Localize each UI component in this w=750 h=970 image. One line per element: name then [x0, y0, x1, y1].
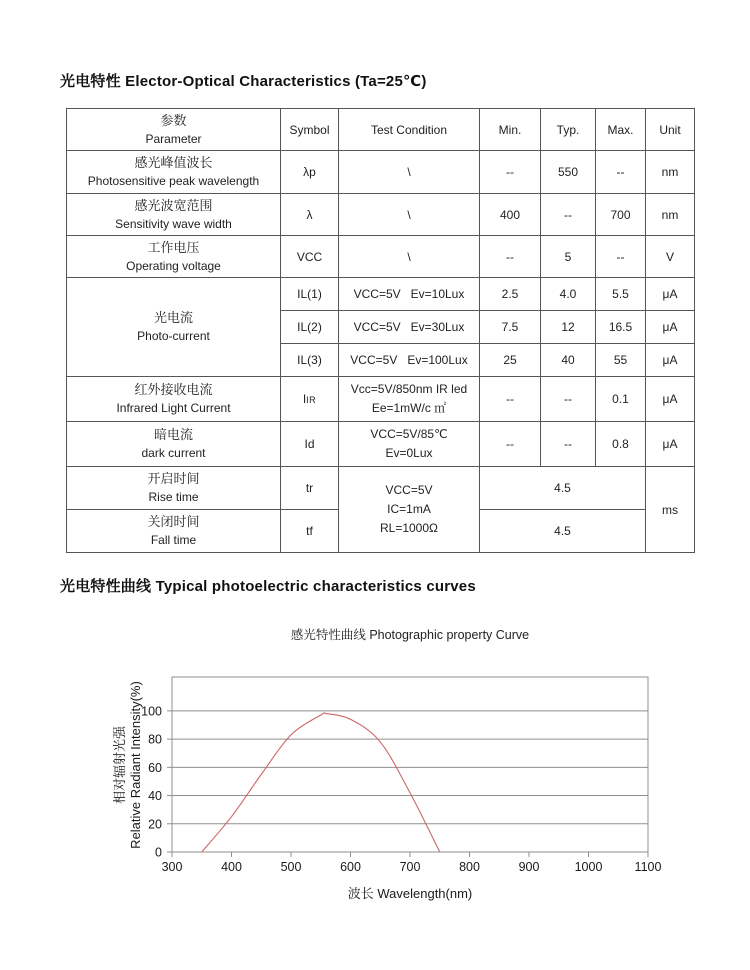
header-unit: Unit — [646, 109, 695, 151]
condition-line-1: Vcc=5V/850nm IR led — [350, 382, 468, 396]
param-en: Operating voltage — [126, 258, 221, 273]
param-cn: 开启时间 — [147, 471, 200, 486]
x-tick-label: 700 — [399, 860, 421, 874]
header-parameter-en: Parameter — [145, 131, 202, 146]
condition-line-1: VCC=5V/85℃ — [370, 427, 448, 441]
header-parameter — [67, 109, 281, 151]
param-en: dark current — [141, 446, 206, 460]
section-title-characteristic-curves: 光电特性曲线 Typical photoelectric characteristics curves — [60, 578, 476, 595]
y-tick-label: 100 — [141, 704, 162, 719]
symbol-cell: IL(2) — [281, 311, 339, 344]
x-tick-label: 800 — [459, 860, 480, 874]
plot-border — [172, 677, 648, 852]
unit-cell: V — [646, 236, 695, 278]
x-tick-label: 300 — [161, 860, 183, 874]
y-tick-label: 0 — [155, 845, 162, 860]
max-cell: 55 — [596, 344, 646, 377]
y-tick-label: 20 — [148, 817, 162, 832]
y-tick-label: 80 — [148, 732, 162, 747]
param-cell — [67, 377, 281, 422]
table-row-wave-range — [67, 194, 695, 236]
x-tick-label: 500 — [280, 860, 302, 874]
param-cell — [67, 151, 281, 194]
param-cn: 暗电流 — [153, 427, 193, 442]
unit-cell: nm — [646, 194, 695, 236]
x-tick-label: 400 — [221, 860, 242, 874]
symbol-cell: Id — [281, 422, 339, 467]
symbol-cell: λ — [281, 194, 339, 236]
param-cell — [67, 467, 281, 510]
typ-cell: 550 — [541, 151, 596, 194]
condition-line-1: VCC=5V — [385, 483, 433, 497]
unit-cell-time: ms — [646, 467, 695, 553]
min-cell: 400 — [480, 194, 541, 236]
unit-cell: μA — [646, 311, 695, 344]
typ-cell: -- — [541, 194, 596, 236]
param-cn: 感光峰值波长 — [134, 155, 213, 170]
unit-cell: μA — [646, 278, 695, 311]
param-cell — [67, 422, 281, 467]
condition-line-2: Ev=0Lux — [385, 446, 433, 460]
unit-cell: μA — [646, 344, 695, 377]
max-cell: -- — [596, 151, 646, 194]
min-cell: 25 — [480, 344, 541, 377]
condition-cell: \ — [339, 194, 480, 236]
header-test-condition: Test Condition — [339, 109, 480, 151]
table-header-row — [67, 109, 695, 151]
symbol-cell: IL(3) — [281, 344, 339, 377]
symbol-cell: tr — [281, 467, 339, 510]
x-axis-label: 波长 Wavelength(nm) — [347, 886, 473, 901]
unit-cell: μA — [646, 377, 695, 422]
min-cell: 2.5 — [480, 278, 541, 311]
param-cell — [67, 510, 281, 553]
typ-cell: -- — [541, 422, 596, 467]
param-en: Fall time — [150, 533, 197, 547]
x-tick-label: 900 — [518, 860, 540, 874]
symbol-subscript: IR — [306, 394, 317, 405]
max-cell: 5.5 — [596, 278, 646, 311]
max-cell: 16.5 — [596, 311, 646, 344]
table-row-rise-time — [67, 467, 695, 510]
condition-line-3: RL=1000Ω — [379, 521, 438, 535]
min-cell: -- — [480, 236, 541, 278]
max-cell: 0.8 — [596, 422, 646, 467]
param-cn: 光电流 — [153, 310, 193, 325]
min-cell: -- — [480, 422, 541, 467]
table-row-dark-current — [67, 422, 695, 467]
header-typ: Typ. — [541, 109, 596, 151]
typ-cell: 12 — [541, 311, 596, 344]
max-cell: -- — [596, 236, 646, 278]
y-tick-label: 60 — [148, 760, 162, 775]
section-title-eo-characteristics: 光电特性 Elector-Optical Characteristics (Ta=25℃) — [60, 73, 427, 90]
param-cn: 感光波宽范围 — [134, 197, 213, 213]
condition-cell: \ — [339, 236, 480, 278]
x-tick-label: 1000 — [574, 860, 603, 874]
eo-characteristics-table — [66, 108, 695, 553]
condition-cell: VCC=5V Ev=100Lux — [339, 344, 480, 377]
y-axis-label-cn: 相对辐射光强 — [112, 725, 127, 805]
header-max: Max. — [596, 109, 646, 151]
param-cell — [67, 194, 281, 236]
min-cell: -- — [480, 377, 541, 422]
condition-line-2: IC=1mA — [387, 502, 431, 516]
header-symbol: Symbol — [281, 109, 339, 151]
symbol-cell — [281, 377, 339, 422]
spectral-response-chart — [0, 640, 750, 970]
min-cell: -- — [480, 151, 541, 194]
param-en: Photo-current — [137, 329, 210, 343]
condition-cell — [339, 377, 480, 422]
condition-cell: VCC=5V Ev=30Lux — [339, 311, 480, 344]
table-row-photo-current-il1 — [67, 278, 695, 311]
condition-cell-switching — [339, 467, 480, 553]
max-cell: 700 — [596, 194, 646, 236]
symbol-cell: λp — [281, 151, 339, 194]
min-cell: 7.5 — [480, 311, 541, 344]
chart-title: 感光特性曲线 Photographic property Curve — [290, 628, 530, 642]
unit-cell: nm — [646, 151, 695, 194]
symbol-cell: tf — [281, 510, 339, 553]
condition-cell: VCC=5V Ev=10Lux — [339, 278, 480, 311]
x-tick-label: 1100 — [634, 860, 662, 874]
typ-cell: 40 — [541, 344, 596, 377]
param-en: Photosensitive peak wavelength — [87, 174, 260, 188]
max-cell: 0.1 — [596, 377, 646, 422]
value-cell-fall-time: 4.5 — [480, 510, 646, 553]
header-min: Min. — [480, 109, 541, 151]
symbol-cell: IL(1) — [281, 278, 339, 311]
param-en: Infrared Light Current — [116, 401, 231, 415]
typ-cell: 5 — [541, 236, 596, 278]
param-cell-photo-current — [67, 278, 281, 377]
typ-cell: 4.0 — [541, 278, 596, 311]
y-tick-label: 40 — [148, 789, 162, 804]
param-cell — [67, 236, 281, 278]
x-tick-label: 600 — [340, 860, 361, 874]
table-row-operating-voltage — [67, 236, 695, 278]
param-en: Rise time — [148, 490, 199, 504]
response-curve — [202, 713, 440, 852]
condition-line-2: Ee=1mW/c ㎡ — [371, 401, 447, 415]
symbol-cell: VCC — [281, 236, 339, 278]
condition-cell — [339, 422, 480, 467]
table-row-infrared-current — [67, 377, 695, 422]
param-en: Sensitivity wave width — [115, 216, 232, 231]
header-parameter-cn: 参数 — [160, 112, 187, 128]
param-cn: 红外接收电流 — [134, 382, 213, 397]
y-axis-label-en: Relative Radiant Intensity(%) — [128, 681, 143, 849]
condition-cell: \ — [339, 151, 480, 194]
value-cell-rise-time: 4.5 — [480, 467, 646, 510]
table-row-peak-wavelength — [67, 151, 695, 194]
param-cn: 关闭时间 — [147, 514, 200, 529]
unit-cell: μA — [646, 422, 695, 467]
symbol-main: I — [302, 391, 307, 406]
typ-cell: -- — [541, 377, 596, 422]
param-cn: 工作电压 — [147, 239, 200, 255]
